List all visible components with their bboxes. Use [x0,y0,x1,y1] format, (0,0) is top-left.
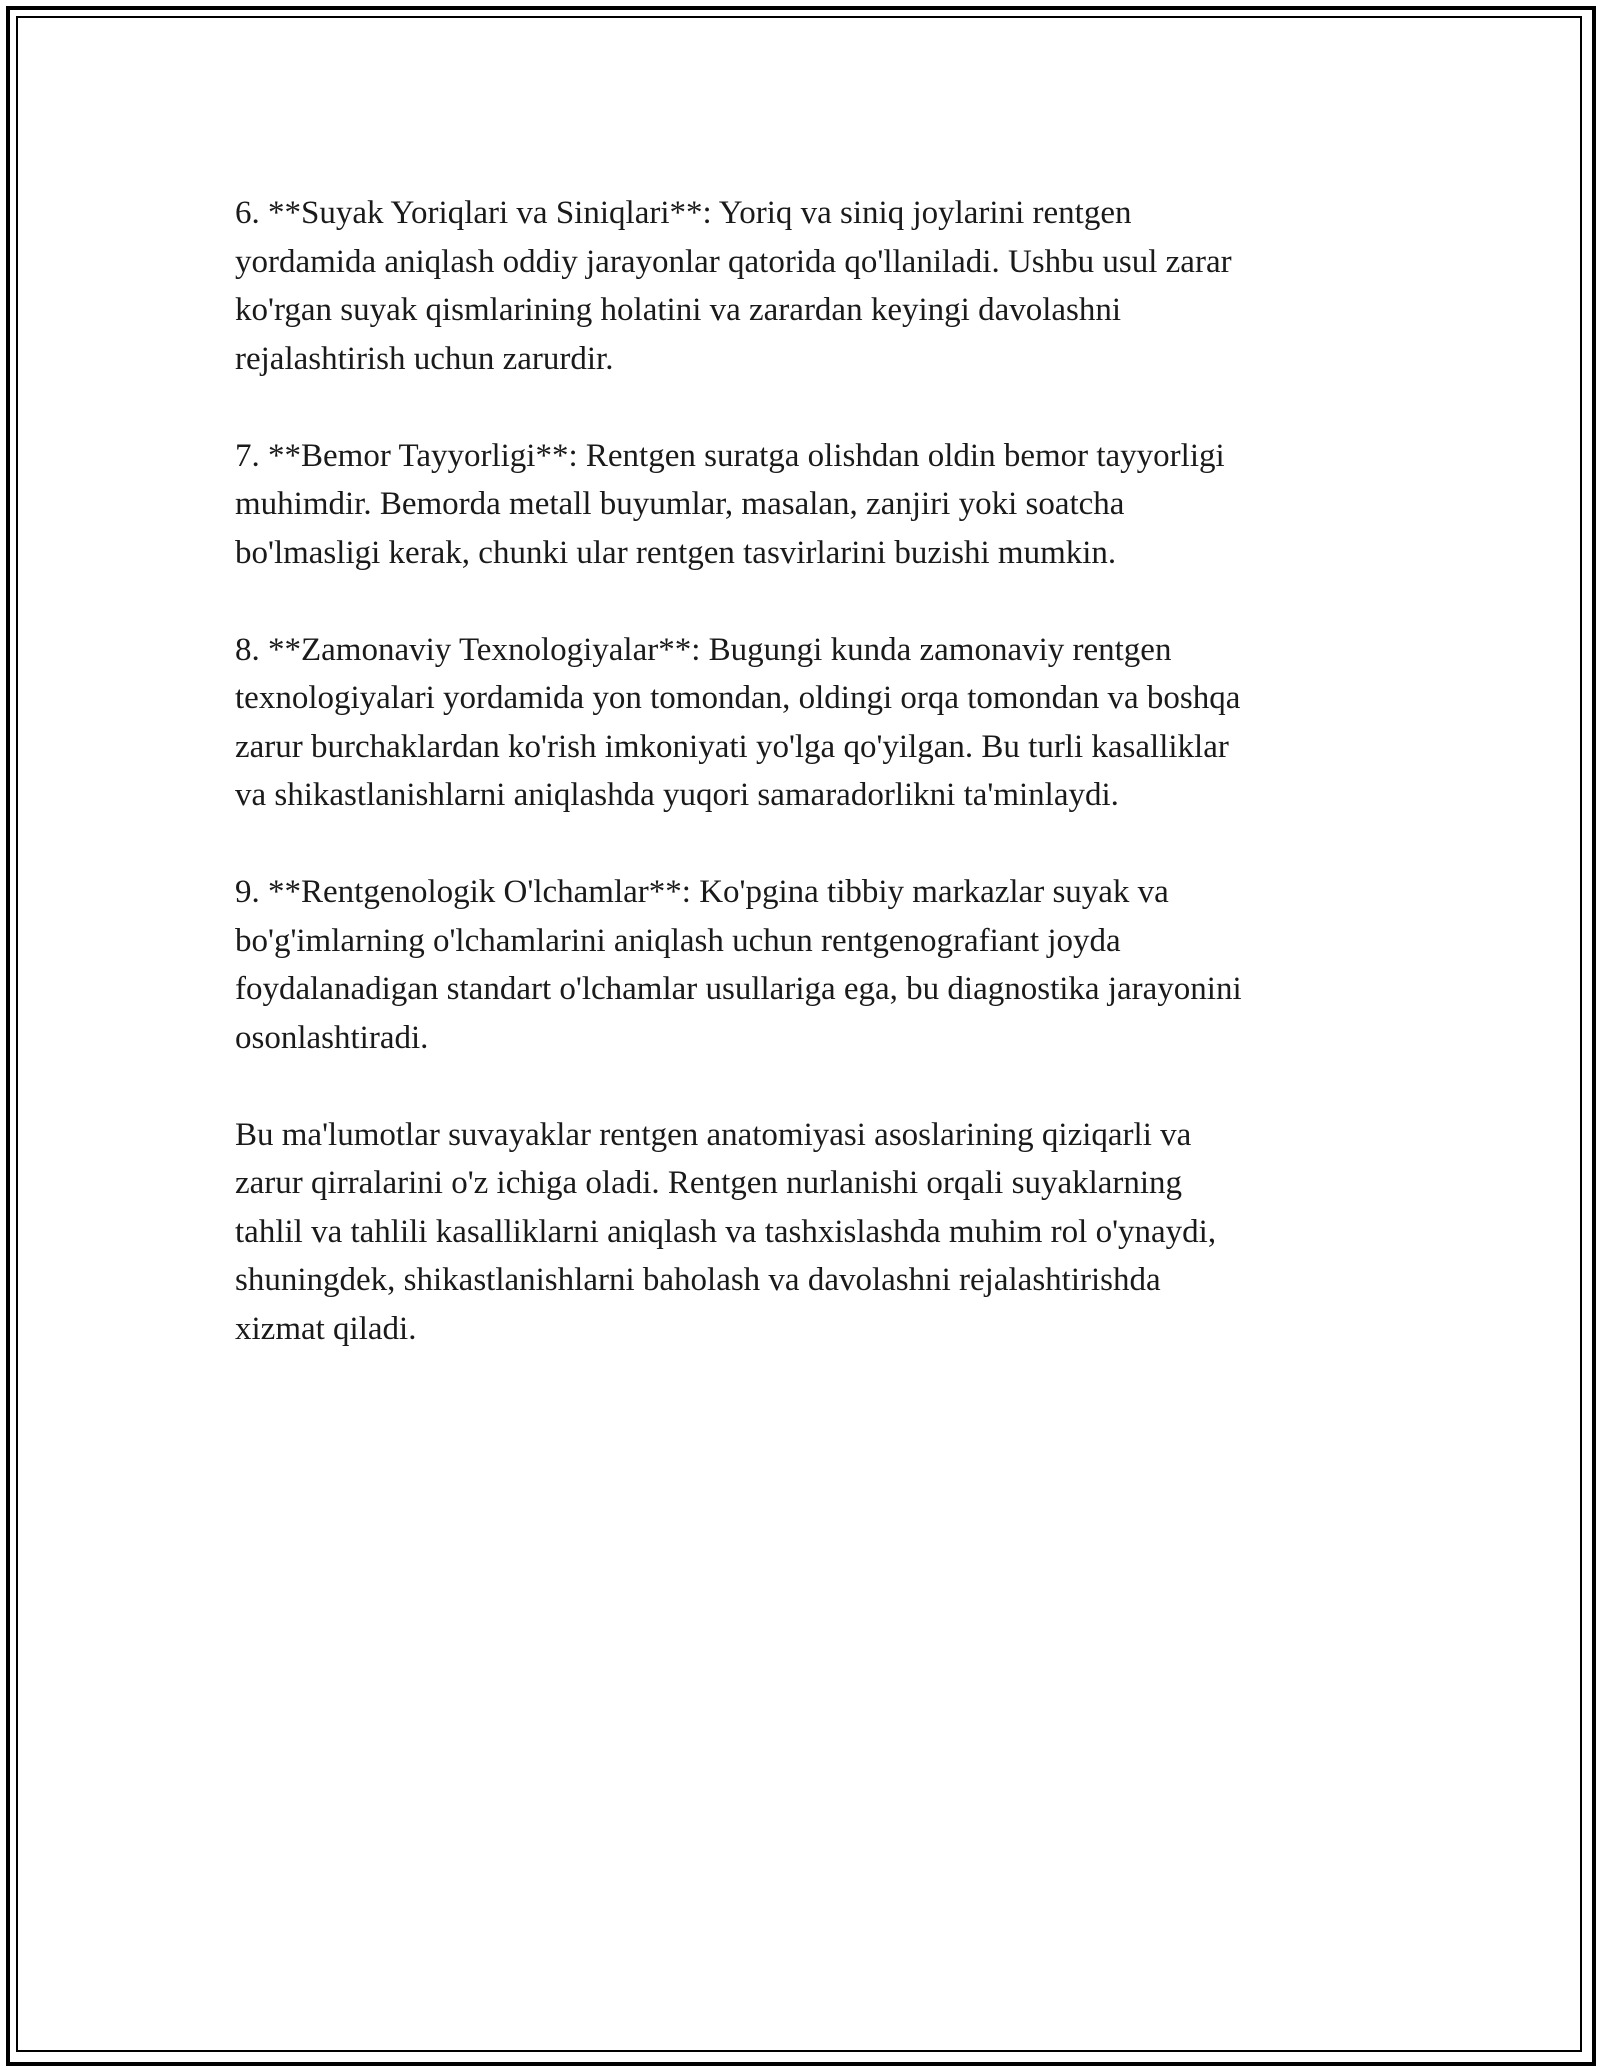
paragraph-modern-technologies: 8. **Zamonaviy Texnologiyalar**: Bugungi kunda zamonaviy rentgen texnologiyalari yordamida yon tomondan, oldingi orqa tomondan va boshqa zarur burchaklardan ko'rish imkoniyati yo'lga qo'yilgan. Bu turli kasalliklar va shikastlanishlarni aniqlashda yuqori samaradorlikni ta'minlaydi. [235,631,1241,813]
paragraph-patient-preparation: 7. **Bemor Tayyorligi**: Rentgen suratga olishdan oldin bemor tayyorligi muhimdir. Bemorda metall buyumlar, masalan, zanjiri yoki soatcha bo'lmasligi kerak, chunki ular rentgen tasvirlarini buzishi mumkin. [235,437,1225,571]
paragraph-conclusion: Bu ma'lumotlar suvayaklar rentgen anatomiyasi asoslarining qiziqarli va zarur qirralarini o'z ichiga oladi. Rentgen nurlanishi orqali suyaklarning tahlil va tahlili kasalliklarni aniqlash va tashxislashda muhim rol o'ynaydi, shuningdek, shikastlanishlarni baholash va davolashni rejalashtirishda xizmat qiladi. [235,1116,1217,1347]
paragraph-bone-fractures: 6. **Suyak Yoriqlari va Siniqlari**: Yoriq va siniq joylarini rentgen yordamida aniqlash oddiy jarayonlar qatorida qo'llaniladi. Ushbu usul zarar ko'rgan suyak qismlarining holatini va zarardan keyingi davolashni rejalashtirish uchun zarurdir. [235,195,1232,377]
document-body [235,189,1365,1402]
paragraph-radiological-measurements: 9. **Rentgenologik O'lchamlar**: Ko'pgina tibbiy markazlar suyak va bo'g'imlarning o'lchamlarini aniqlash uchun rentgenografiant joyda foydalanadigan standart o'lchamlar usullariga ega, bu diagnostika jarayonini osonlashtiradi. [235,874,1242,1056]
